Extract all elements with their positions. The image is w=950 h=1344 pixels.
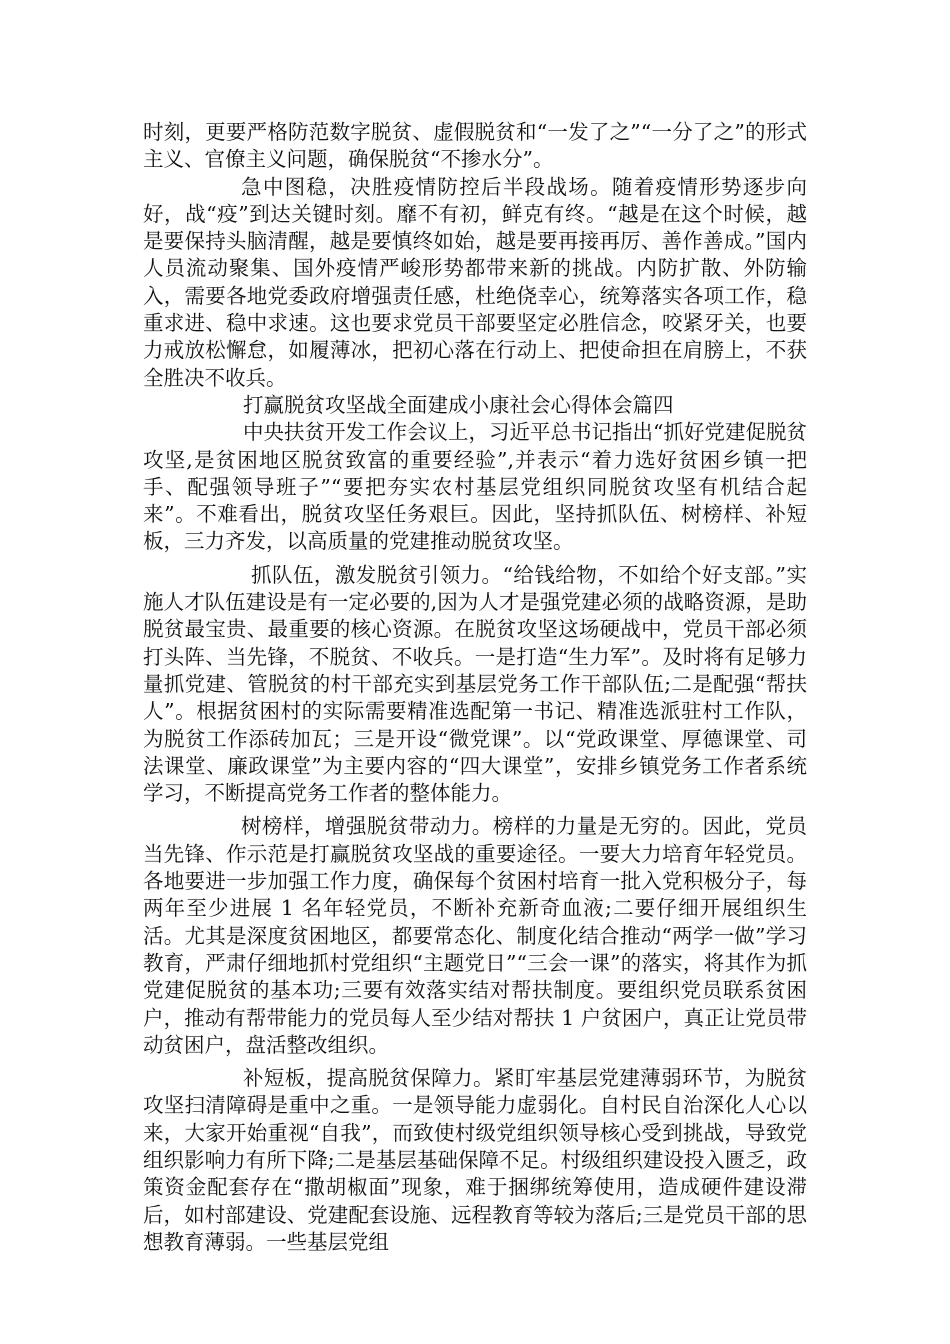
paragraph-shortboard: 补短板，提高脱贫保障力。紧盯牢基层党建薄弱环节，为脱贫攻坚扫清障碍是重中之重。一是领导能力虚弱化。自村民自治深化人心以来，大家开始重视“自我”，而致使村级党组织领导核心受到挑战，导致党组织影响力有所下降;二是基层基础保障不足。村级组织建设投入匮乏，政策资金配套存在“撒胡椒面”现象，难于捆绑统筹使用，造成硬件建设滞后，如村部建设、党建配套设施、远程教育等较为落后;三是党员干部的思想教育薄弱。一些基层党组 [143, 1066, 807, 1254]
paragraph-epidemic: 急中图稳，决胜疫情防控后半段战场。随着疫情形势逐步向好，战“疫”到达关键时刻。靡不有初，鲜克有终。“越是在这个时候，越是要保持头脑清醒，越是要慎终如始，越是要再接再厉、善作善成。”国内人员流动聚集、国外疫情严峻形势都带来新的挑战。内防扩散、外防输入，需要各地党委政府增强责任感，杜绝侥幸心，统筹落实各项工作，稳重求进、稳中求速。这也要求党员干部要坚定必胜信念，咬紧牙关，也要力戒放松懈怠，如履薄冰，把初心落在行动上、把使命担在肩膀上，不获全胜决不收兵。 [143, 174, 807, 390]
paragraph-intro: 中央扶贫开发工作会议上，习近平总书记指出“抓好党建促脱贫攻坚,是贫困地区脱贫致富的重要经验”,并表示“着力选好贫困乡镇一把手、配强领导班子”“要把夯实农村基层党组织同脱贫攻坚有机结合起来”。不难看出，脱贫攻坚任务艰巨。因此，坚持抓队伍、树榜样、补短板，三力齐发，以高质量的党建推动脱贫攻坚。 [143, 420, 807, 554]
section-heading: 打赢脱贫攻坚战全面建成小康社会心得体会篇四 [243, 392, 674, 417]
paragraph-continuation: 时刻，更要严格防范数字脱贫、虚假脱贫和“一发了之”“一分了之”的形式主义、官僚主义问题，确保脱贫“不掺水分”。 [143, 120, 807, 172]
paragraph-team: 抓队伍，激发脱贫引领力。“给钱给物，不如给个好支部。”实施人才队伍建设是有一定必要的,因为人才是强党建必须的战略资源，是助脱贫最宝贵、最重要的核心资源。在脱贫攻坚这场硬战中，党员干部必须打头阵、当先锋，不脱贫、不收兵。一是打造“生力军”。及时将有足够力量抓党建、管脱贫的村干部充实到基层党务工作干部队伍;二是配强“帮扶人”。根据贫困村的实际需要精准选配第一书记、精准选派驻村工作队，为脱贫工作添砖加瓦；三是开设“微党课”。以“党政课堂、厚德课堂、司法课堂、廉政课堂”为主要内容的“四大课堂”，安排乡镇党务工作者系统学习，不断提高党务工作者的整体能力。 [143, 562, 807, 806]
document-page [143, 119, 807, 1256]
paragraph-role-model: 树榜样，增强脱贫带动力。榜样的力量是无穷的。因此，党员当先锋、作示范是打赢脱贫攻坚战的重要途径。一要大力培育年轻党员。各地要进一步加强工作力度，确保每个贫困村培育一批入党积极分子，每两年至少进展 1 名年轻党员，不断补充新奇血液;二要仔细开展组织生活。尤其是深度贫困地区，都要常态化、制度化结合推动“两学一做”学习教育，严肃仔细地抓村党组织“主题党日”“三会一课”的落实，将其作为抓党建促脱贫的基本功;三要有效落实结对帮扶制度。要组织党员联系贫困户，推动有帮带能力的党员每人至少结对帮扶 1 户贫困户，真正让党员带动贫困户，盘活整改组织。 [143, 814, 807, 1057]
